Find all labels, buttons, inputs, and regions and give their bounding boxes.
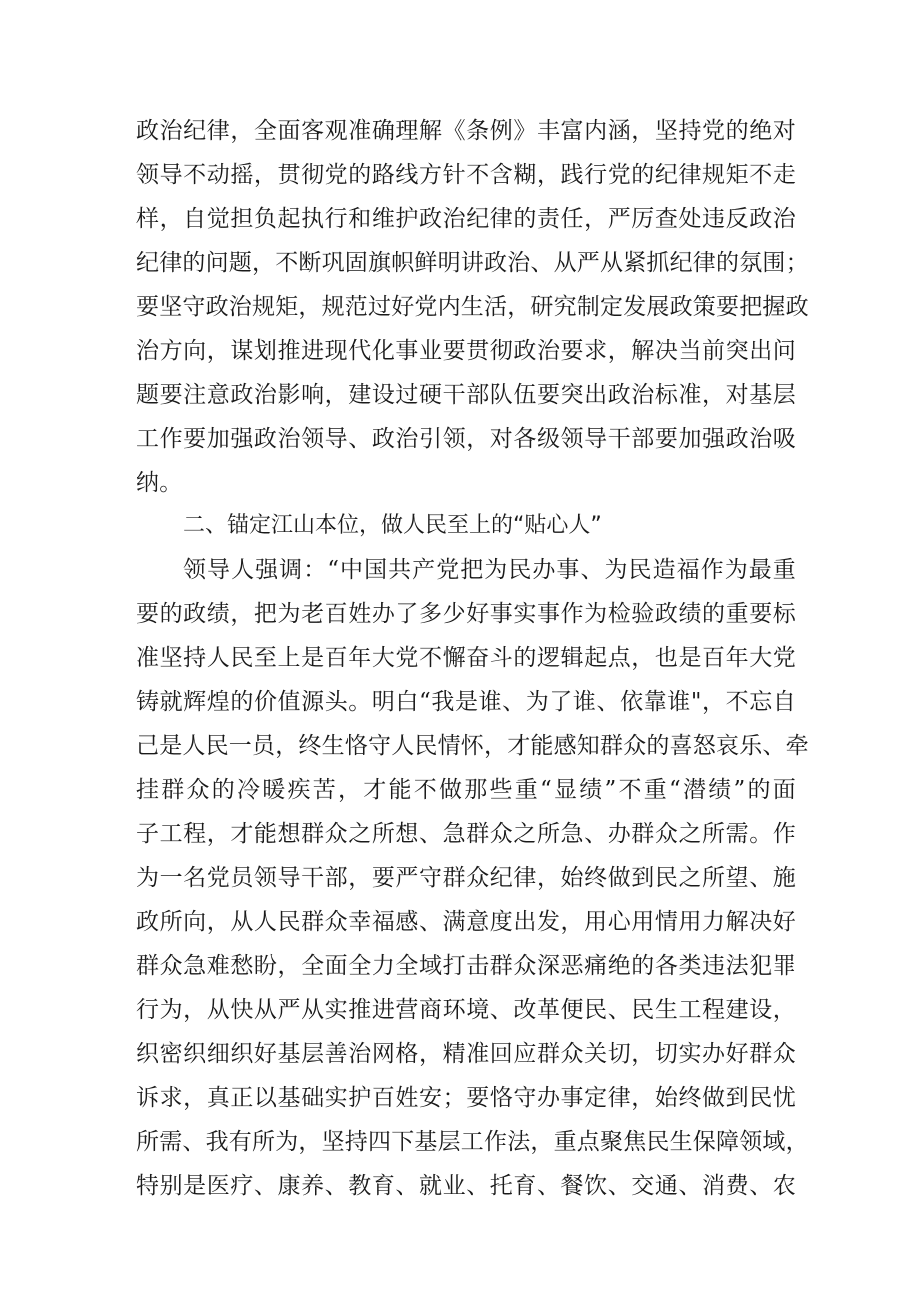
paragraph-line: 准坚持人民至上是百年大党不懈奋斗的逻辑起点，也是百年大党 bbox=[136, 645, 796, 671]
paragraph-line: 行为，从快从严从实推进营商环境、改革便民、民生工程建设， bbox=[136, 997, 796, 1023]
paragraph-line: 样，自觉担负起执行和维护政治纪律的责任，严厉查处违反政治 bbox=[136, 206, 796, 232]
paragraph-line: 政所向，从人民群众幸福感、满意度出发，用心用情用力解决好 bbox=[136, 909, 796, 935]
paragraph-line: 织密织细织好基层善治网格，精准回应群众关切，切实办好群众 bbox=[136, 1041, 796, 1067]
paragraph-line: 题要注意政治影响，建设过硬干部队伍要突出政治标准，对基层 bbox=[136, 382, 796, 408]
paragraph-line: 所需、我有所为，坚持四下基层工作法，重点聚焦民生保障领域， bbox=[136, 1129, 809, 1155]
paragraph-line: 纪律的问题，不断巩固旗帜鲜明讲政治、从严从紧抓纪律的氛围； bbox=[136, 250, 809, 276]
paragraph-line: 政治纪律，全面客观准确理解《条例》丰富内涵，坚持党的绝对 bbox=[136, 118, 796, 144]
paragraph-line: 领导人强调：“中国共产党把为民办事、为民造福作为最重 bbox=[183, 557, 796, 583]
paragraph-line: 要的政绩，把为老百姓办了多少好事实事作为检验政绩的重要标 bbox=[136, 601, 796, 627]
paragraph-line: 己是人民一员，终生恪守人民情怀，才能感知群众的喜怒哀乐、牵 bbox=[136, 733, 809, 759]
section-heading: 二、锚定江山本位，做人民至上的“贴心人” bbox=[183, 513, 602, 538]
paragraph-line: 铸就辉煌的价值源头。明白“我是谁、为了谁、依靠谁"，不忘自 bbox=[136, 689, 796, 715]
paragraph-line: 领导不动摇，贯彻党的路线方针不含糊，践行党的纪律规矩不走 bbox=[136, 162, 796, 188]
paragraph-line: 要坚守政治规矩，规范过好党内生活，研究制定发展政策要把握政 bbox=[136, 294, 809, 320]
paragraph-line: 诉求，真正以基础实护百姓安；要恪守办事定律，始终做到民忧 bbox=[136, 1085, 796, 1111]
paragraph-line: 群众急难愁盼，全面全力全域打击群众深恶痛绝的各类违法犯罪 bbox=[136, 953, 796, 979]
paragraph-line: 特别是医疗、康养、教育、就业、托育、餐饮、交通、消费、农 bbox=[136, 1173, 796, 1199]
paragraph-line: 子工程，才能想群众之所想、急群众之所急、办群众之所需。作 bbox=[136, 821, 796, 847]
paragraph-line: 纳。 bbox=[136, 470, 183, 496]
paragraph-line: 挂群众的冷暖疾苦，才能不做那些重“显绩”不重“潜绩”的面 bbox=[136, 777, 796, 803]
paragraph-line: 治方向，谋划推进现代化事业要贯彻政治要求，解决当前突出问 bbox=[136, 338, 796, 364]
paragraph-line: 工作要加强政治领导、政治引领，对各级领导干部要加强政治吸 bbox=[136, 426, 796, 452]
paragraph-line: 为一名党员领导干部，要严守群众纪律，始终做到民之所望、施 bbox=[136, 865, 796, 891]
